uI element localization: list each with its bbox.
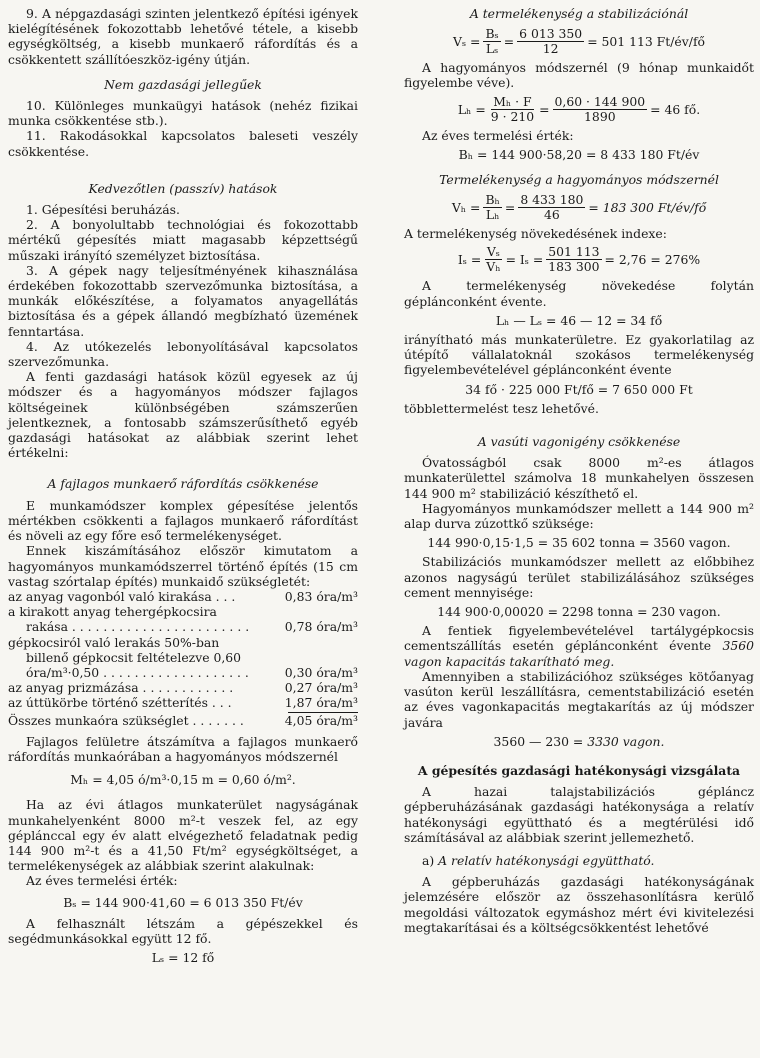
equation-cement: 144 900·0,00020 = 2298 tonna = 230 vagon.	[437, 604, 721, 620]
subheading-relativ	[422, 853, 754, 868]
numerator: Bₛ	[485, 26, 499, 42]
heading-vasuti: A vasúti vagonigény csökkenése	[477, 434, 681, 450]
paragraph-10: 10. Különleges munkaügyi hatások (nehéz fizikai munka csökkentése stb.).	[8, 98, 358, 129]
numerator: Bₕ	[485, 192, 500, 208]
kedvezotlen-4: 4. Az utókezelés lebonyolításával kapcsolatos szervezőmunka.	[8, 338, 358, 370]
denominator: Vₕ	[486, 259, 501, 275]
paragraph-novekedese: A termelékenység növekedése folytán géplánconként évente.	[404, 278, 754, 309]
workhour-list	[8, 589, 358, 728]
workhour-label: Összes munkaóra szükséglet . . . . . . .	[8, 712, 244, 728]
paragraph-ha-az-evi: Ha az évi átlagos munkaterület nagyságának munkahelyenként 8000 m²-t veszek fel, az egy géplánccal egy év alatt elvégezhető feladatnak pedig 144 900 m²-t és a 41,50 Ft/m² egységköltséget, a termelékenységek az alábbiak szerint alakulnak:	[8, 797, 358, 874]
equation-lh-ls: Lₕ — Lₛ = 46 — 12 = 34 fő	[495, 312, 663, 328]
heading-stabilizacio: A termelékenység a stabilizációnál	[469, 6, 689, 21]
numerator: 501 113	[548, 244, 600, 260]
left-column	[8, 6, 358, 969]
equation-zuzottko: 144 990·0,15·1,5 = 35 602 tonna = 3560 vagon.	[427, 535, 731, 551]
fentiek-text: A fentiek figyelembevételével tartálygépkocsis cementszállítás esetén géplánconként évente	[404, 623, 754, 654]
kedvezotlen-3: 3. A gépek nagy teljesítményének kihasználása érdekében fokozottabb szervezőmunka biztosítása, a munkák előkészítése, a folyamatos anyagellátás biztosítása és a gépek állandó megbízható üzemének fenntartása.	[8, 262, 358, 339]
denominator: 9 · 210	[490, 108, 535, 124]
equation-ls: Lₛ = 12 fő	[151, 950, 215, 966]
right-column	[404, 6, 754, 935]
paragraph-eves-termelesi: Az éves termelési érték:	[26, 873, 178, 889]
heading-gepesites: A gépesítés gazdasági hatékonysági vizsgálata	[417, 762, 741, 778]
workhour-row	[8, 665, 358, 680]
equation-lh	[404, 95, 754, 124]
equation-bs: Bₛ = 144 900·41,60 = 6 013 350 Ft/év	[63, 894, 303, 910]
vagon-lhs: 3560 — 230 =	[493, 733, 588, 749]
heading-nem-gazdasagi: Nem gazdasági jellegűek	[104, 76, 262, 92]
workhour-total-row	[8, 713, 358, 728]
paragraph-ovatossag: Óvatosságból csak 8000 m²-es átlagos munkaterülettel számolva 18 munkahelyen összesen 144 900 m² stabilizáció készíthető el.	[404, 455, 754, 501]
equation-vagon	[404, 734, 754, 749]
paragraph-tobblet: többlettermelést tesz lehetővé.	[404, 400, 599, 416]
fraction-values	[553, 95, 648, 124]
equation-34-fo: 34 fő · 225 000 Ft/fő = 7 650 000 Ft	[465, 381, 693, 397]
paragraph-iranyithato: irányítható más munkaterületre. Ez gyakorlatilag az útépítő vállalatoknál szokásos termelékenység figyelembevételével géplánconként évente	[404, 332, 754, 378]
kedvezotlen-1: 1. Gépesítési beruházás.	[26, 202, 180, 218]
workhour-value: 1,87 óra/m³	[284, 695, 358, 711]
vagon-result: 3330 vagon.	[587, 733, 665, 749]
workhour-value: 0,78 óra/m³	[284, 619, 358, 635]
paragraph-eves-termelesi-2: Az éves termelési érték:	[422, 127, 574, 143]
workhour-label: a kirakott anyag tehergépkocsira	[8, 604, 217, 620]
workhour-label: billenő gépkocsit feltételezve 0,60	[26, 649, 242, 665]
kedvezotlen-2: 2. A bonyolultabb technológiai és fokozottabb mértékű gépesítés miatt magasabb képzettségű műszaki irányító személyzet biztosítása.	[8, 217, 358, 263]
workhour-label: az anyag vagonból való kirakása . . .	[8, 588, 236, 604]
lh-lhs: Lₕ =	[457, 101, 486, 117]
heading-kedvezotlen: Kedvezőtlen (passzív) hatások	[88, 180, 278, 196]
numerator: 6 013 350	[519, 26, 583, 42]
paragraph-fentiek	[404, 623, 754, 669]
workhour-row	[8, 589, 358, 604]
denominator: 12	[542, 41, 559, 57]
heading-termelekenyseg-hagyomanyos: Termelékenység a hagyományos módszernél	[439, 172, 719, 188]
paragraph-e-munkamodszer: E munkamódszer komplex gépesítése jelentős mértékben csökkenti a fajlagos munkaerő ráfordítást és növeli az egy főre eső termelékenységet.	[8, 497, 358, 544]
equals-sign: =	[503, 34, 515, 50]
is-result: = 2,76 = 276%	[604, 252, 701, 268]
workhour-value: 4,05 óra/m³	[284, 712, 358, 728]
fraction-bh-lh	[483, 193, 501, 222]
paragraph-fenti: A fenti gazdasági hatások közül egyesek az új módszer és a hagyományos módszer fajlagos költségeinek különbségében számszerűen jelentkeznek, a fontosabb számszerűsíthető egyéb gazdasági hatásokat az alábbiak szerint lehet értékelni:	[8, 369, 358, 461]
workhour-label: óra/m³·0,50 . . . . . . . . . . . . . . . . . . .	[26, 664, 249, 680]
workhour-label: rakása . . . . . . . . . . . . . . . . . . . . . . .	[26, 619, 250, 635]
workhour-row	[8, 650, 358, 665]
numerator: 0,60 · 144 900	[554, 93, 646, 109]
vs-lhs: Vₛ =	[453, 34, 481, 50]
paragraph-gepberuhazas: A gépberuházás gazdasági hatékonyságának jelemzésére először az összehasonlításra kerülő megoldási változatok egymáshoz mért évi kivitelezési megtakarításai és a költségcsökkentést lehetővé	[404, 874, 754, 935]
vs-result: = 501 113 Ft/év/fő	[587, 34, 705, 50]
workhour-row	[8, 635, 358, 650]
is-lhs: Iₛ =	[457, 252, 482, 268]
paragraph-11: 11. Rakodásokkal kapcsolatos baleseti veszély csökkentése.	[8, 128, 358, 159]
workhour-value: 0,27 óra/m³	[284, 680, 358, 696]
denominator: 1890	[584, 108, 616, 124]
equation-mh: Mₕ = 4,05 ó/m³·0,15 m = 0,60 ó/m².	[70, 772, 296, 788]
paragraph-ennek: Ennek kiszámításához először kimutatom a hagyományos munkamódszerrel történő építés (15 cm vastag szórtalap építés) munkaidő szükségletét:	[8, 543, 358, 589]
workhour-row	[8, 695, 358, 710]
paragraph-hazai: A hazai talajstabilizációs gépláncz gépberuházásának gazdasági hatékonysága a relatív hatékonysági együttható és a megtérülési idő számításával az alábbiak szerint jellemezhető.	[404, 784, 754, 845]
numerator: Mₕ · F	[493, 93, 532, 109]
workhour-label: gépkocsiról való lerakás 50%-ban	[8, 634, 220, 650]
vh-lhs: Vₕ =	[451, 200, 481, 216]
equation-bh: Bₕ = 144 900·58,20 = 8 433 180 Ft/év	[458, 146, 700, 162]
subheading-text: A relatív hatékonysági együttható.	[438, 852, 655, 868]
denominator: Lₕ	[485, 207, 500, 223]
numerator: 8 433 180	[520, 192, 584, 208]
denominator: 46	[543, 207, 560, 223]
paragraph-felhasznalt: A felhasznált létszám a gépészekkel és segédmunkásokkal együtt 12 fő.	[8, 915, 358, 946]
fraction-values	[518, 193, 585, 222]
heading-fajlagos: A fajlagos munkaerő ráfordítás csökkenése	[47, 476, 319, 492]
paragraph-amennyiben: Amennyiben a stabilizációhoz szükséges kötőanyag vasúton kerül leszállításra, cementstabilizáció esetén az éves vagonkapacitás megtakarítás az új módszer javára	[404, 668, 754, 730]
numerator: Vₛ	[486, 244, 500, 260]
lh-result: = 46 fő.	[650, 101, 701, 117]
workhour-row	[8, 619, 358, 634]
fentiek-emphasis: 3560 vagon kapacitás takarítható meg.	[404, 638, 754, 669]
workhour-label: az anyag prizmázása . . . . . . . . . . . .	[8, 680, 234, 696]
equation-is	[404, 245, 754, 274]
denominator: Lₛ	[485, 41, 499, 57]
equals-sign: =	[539, 101, 550, 117]
equals-sign: =	[504, 200, 516, 216]
workhour-row	[8, 604, 358, 619]
workhour-value: 0,83 óra/m³	[284, 588, 358, 604]
workhour-value: 0,30 óra/m³	[284, 664, 358, 680]
paragraph-hagyomanyos-2: Hagyományos munkamódszer mellett a 144 900 m² alap durva zúzottkő szüksége:	[404, 500, 754, 532]
paragraph-9: 9. A népgazdasági szinten jelentkező építési igények kielégítésének fokozottabb lehetővé tétele, a kisebb egységköltség, a kisebb munkaerő ráfordítás és a csökkentett szállítóeszköz-igény útján.	[8, 6, 358, 67]
equation-vh	[404, 193, 754, 222]
denominator: 183 300	[548, 259, 600, 275]
workhour-label: az úttükörbe történő szétterítés . . .	[8, 695, 232, 711]
workhour-row	[8, 680, 358, 695]
paragraph-stabilizacios: Stabilizációs munkamódszer mellett az előbbihez azonos nagyságú terület stabilizálásához szükséges cement mennyisége:	[404, 554, 754, 600]
paragraph-hagyomanyos: A hagyományos módszernél (9 hónap munkaidőt figyelembe véve).	[404, 60, 754, 91]
fraction-mh-f	[489, 95, 536, 124]
subheading-number: a)	[422, 852, 439, 868]
is-mid: = Iₛ =	[505, 252, 544, 268]
vh-result: = 183 300 Ft/év/fő	[588, 200, 707, 216]
equation-vs	[404, 27, 754, 56]
paragraph-fajlagos-felulet: Fajlagos felületre átszámítva a fajlagos munkaerő ráfordítás munkaórában a hagyományos módszernél	[8, 733, 358, 764]
paragraph-index: A termelékenység növekedésének indexe:	[404, 226, 667, 242]
fraction-vs-vh	[484, 245, 502, 274]
fraction-values	[517, 27, 584, 56]
fraction-values	[546, 245, 601, 274]
fraction-bs-ls	[483, 27, 500, 56]
